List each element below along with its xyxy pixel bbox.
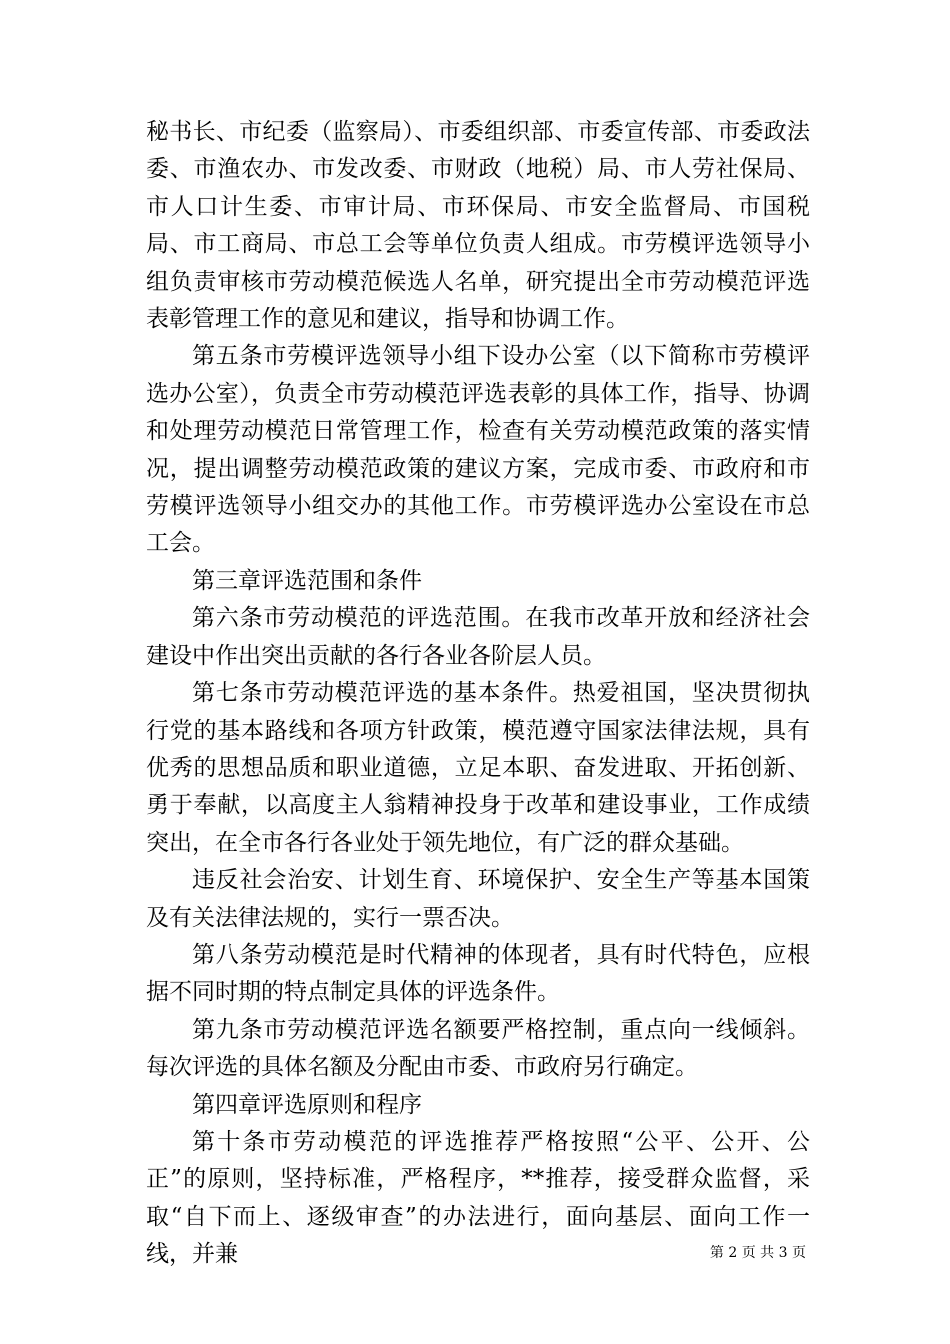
document-body <box>146 114 810 1274</box>
paragraph-article-5: 第五条市劳模评选领导小组下设办公室（以下简称市劳模评选办公室），负责全市劳动模范评选表彰的具体工作，指导、协调和处理劳动模范日常管理工作，检查有关劳动模范政策的落实情况，提出调整劳动模范政策的建议方案，完成市委、市政府和市劳模评选领导小组交办的其他工作。市劳模评选办公室设在市总工会。 <box>146 343 810 557</box>
chapter-4-heading: 第四章评选原则和程序 <box>192 1091 422 1118</box>
paragraph-article-8: 第八条劳动模范是时代精神的体现者，具有时代特色，应根据不同时期的特点制定具体的评选条件。 <box>146 941 810 1006</box>
paragraph-article-7: 第七条市劳动模范评选的基本条件。热爱祖国，坚决贯彻执行党的基本路线和各项方针政策，模范遵守国家法律法规，具有优秀的思想品质和职业道德，立足本职、奋发进取、开拓创新、勇于奉献，以高度主人翁精神投身于改革和建设事业，工作成绩突出，在全市各行各业处于领先地位，有广泛的群众基础。 <box>146 680 810 856</box>
paragraph-article-9: 第九条市劳动模范评选名额要严格控制，重点向一线倾斜。每次评选的具体名额及分配由市委、市政府另行确定。 <box>146 1016 810 1081</box>
paragraph-article-6: 第六条市劳动模范的评选范围。在我市改革开放和经济社会建设中作出突出贡献的各行各业各阶层人员。 <box>146 605 810 669</box>
paragraph-1: 秘书长、市纪委（监察局）、市委组织部、市委宣传部、市委政法委、市渔农办、市发改委、市财政（地税）局、市人劳社保局、市人口计生委、市审计局、市环保局、市安全监督局、市国税局、市工商局、市总工会等单位负责人组成。市劳模评选领导小组负责审核市劳动模范候选人名单，研究提出全市劳动模范评选表彰管理工作的意见和建议，指导和协调工作。 <box>146 119 810 333</box>
paragraph-veto-rule: 违反社会治安、计划生育、环境保护、安全生产等基本国策及有关法律法规的，实行一票否决。 <box>146 867 810 931</box>
paragraph-article-10: 第十条市劳动模范的评选推荐严格按照“公平、公开、公正”的原则，坚持标准，严格程序，**推荐，接受群众监督，采取“自下而上、逐级审查”的办法进行，面向基层、面向工作一线，并兼 <box>146 1128 810 1268</box>
page-number-footer: 第 2 页 共 3 页 <box>709 1245 806 1261</box>
chapter-3-heading: 第三章评选范围和条件 <box>192 567 422 594</box>
